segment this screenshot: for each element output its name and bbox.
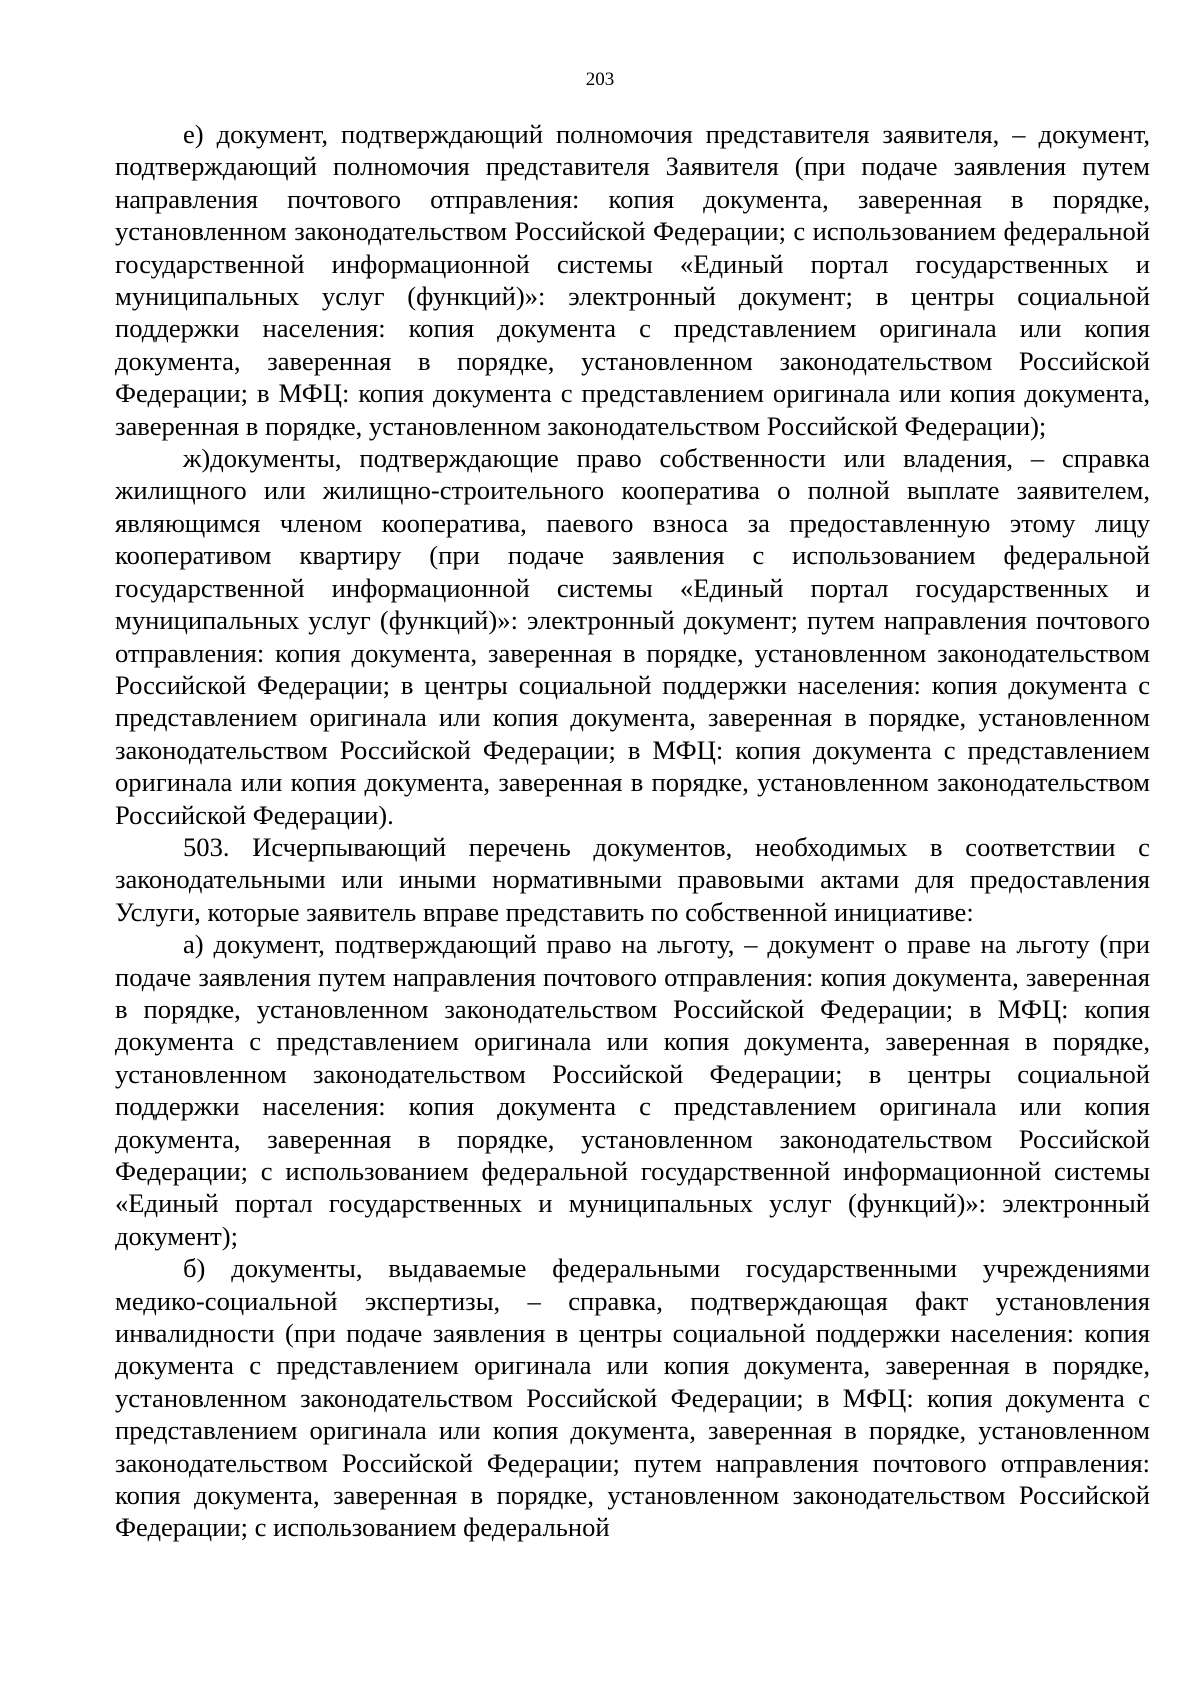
paragraph-item-e: е) документ, подтверждающий полномочия представителя заявителя, – документ, подтверждающий полномочия представителя Заявителя (при подаче заявления путем направления почтового отправления: копия документа, заверенная в порядке, установленном законодательством Российской Федерации; с использованием федеральной государственной информационной системы «Единый портал государственных и муниципальных услуг (функций)»: электронный документ; в центры социальной поддержки населения: копия документа с представлением оригинала или копия документа, заверенная в порядке, установленном законодательством Российской Федерации; в МФЦ: копия документа с представлением оригинала или копия документа, заверенная в порядке, установленном законодательством Российской Федерации); — [115, 119, 1150, 441]
paragraph-item-a: а) документ, подтверждающий право на льготу, – документ о праве на льготу (при подаче заявления путем направления почтового отправления: копия документа, заверенная в порядке, установленном законодательством Российской Федерации; в МФЦ: копия документа с представлением оригинала или копия документа, заверенная в порядке, установленном законодательством Российской Федерации; в центры социальной поддержки населения: копия документа с представлением оригинала или копия документа, заверенная в порядке, установленном законодательством Российской Федерации; с использованием федеральной государственной информационной системы «Единый портал государственных и муниципальных услуг (функций)»: электронный документ); — [115, 929, 1150, 1251]
document-body — [115, 118, 1150, 1544]
paragraph-item-zh: ж)документы, подтверждающие право собственности или владения, – справка жилищного или жилищно-строительного кооператива о полной выплате заявителем, являющимся членом кооператива, паевого взноса за предоставленную этому лицу кооперативом квартиру (при подаче заявления с использованием федеральной государственной информационной системы «Единый портал государственных и муниципальных услуг (функций)»: электронный документ; путем направления почтового отправления: копия документа, заверенная в порядке, установленном законодательством Российской Федерации; в центры социальной поддержки населения: копия документа с представлением оригинала или копия документа, заверенная в порядке, установленном законодательством Российской Федерации; в МФЦ: копия документа с представлением оригинала или копия документа, заверенная в порядке, установленном законодательством Российской Федерации). — [115, 443, 1150, 830]
page-number: 203 — [585, 69, 615, 90]
paragraph-item-b: б) документы, выдаваемые федеральными государственными учреждениями медико-социальной экспертизы, – справка, подтверждающая факт установления инвалидности (при подаче заявления в центры социальной поддержки населения: копия документа с представлением оригинала или копия документа, заверенная в порядке, установленном законодательством Российской Федерации; в МФЦ: копия документа с представлением оригинала или копия документа, заверенная в порядке, установленном законодательством Российской Федерации; путем направления почтового отправления: копия документа, заверенная в порядке, установленном законодательством Российской Федерации; с использованием федеральной — [115, 1253, 1150, 1543]
paragraph-clause-503: 503. Исчерпывающий перечень документов, необходимых в соответствии с законодательными или иными нормативными правовыми актами для предоставления Услуги, которые заявитель вправе представить по собственной инициативе: — [115, 831, 1150, 927]
